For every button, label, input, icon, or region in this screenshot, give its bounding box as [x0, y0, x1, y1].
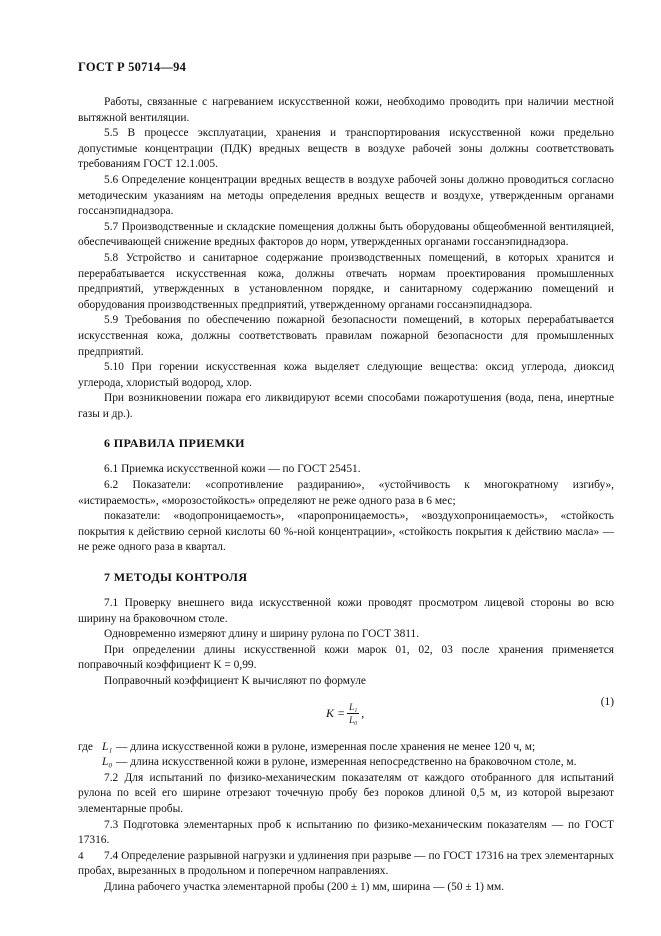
paragraph-5-9: 5.9 Требования по обеспечению пожарной безопасности помещений, в которых перерабатывается искусственная кожа, должны соответствовать правилам пожарной безопасности для промышленных предприятий.	[78, 314, 614, 358]
paragraph-5-5: 5.5 В процессе эксплуатации, хранения и транспортирования искусственной кожи предельно допустимые концентрации (ПДК) вредных веществ в воздухе рабочей зоны должны соответствовать требованиям ГОСТ 12.1.005.	[78, 127, 614, 171]
formula-block	[78, 696, 614, 736]
formula-denominator: L₀	[349, 714, 358, 725]
paragraph-ventilation: Работы, связанные с нагреванием искусственной кожи, необходимо проводить при наличии местной вытяжной вентиляции.	[78, 96, 614, 124]
section-7-title: 7 МЕТОДЫ КОНТРОЛЯ	[104, 570, 248, 585]
paragraph-7-3: 7.3 Подготовка элементарных проб к испытанию по физико-механическим показателям — по ГОСТ 17316.	[78, 818, 614, 847]
paragraph-6-1: 6.1 Приемка искусственной кожи — по ГОСТ 25451.	[104, 463, 361, 476]
paragraph-7-1: 7.1 Проверку внешнего вида искусственной кожи проводят просмотром лицевой стороны во всю ширину на браковочном столе.	[78, 597, 614, 625]
paragraph-6-2-cont: показатели: «водопроницаемость», «паропроницаемость», «воздухопроницаемость», «стойкость покрытия к действию серной кислоты 60 %-ной концентрации», «стойкость покрытия к действию масла» — не реже одного раза в квартал.	[78, 510, 614, 554]
section-6-title: 6 ПРАВИЛА ПРИЕМКИ	[104, 436, 245, 451]
formula-fraction	[347, 702, 359, 725]
paragraph-5-6: 5.6 Определение концентрации вредных веществ в воздухе рабочей зоны должно проводиться согласно методическим указаниям на методы определения вредных веществ и воздухе, утвержденным органами госсанэпиднадзора.	[78, 173, 614, 218]
where-symbol: L₁	[102, 740, 113, 753]
paragraph-7-1-coefficient: При определении длины искусственной кожи марок 01, 02, 03 после хранения применяется поправочный коэффициент K = 0,99.	[78, 643, 614, 672]
formula-numerator: L₁	[349, 701, 358, 712]
formula-number: (1)	[600, 695, 614, 708]
where-lead: где	[78, 740, 93, 753]
paragraph-7-2: 7.2 Для испытаний по физико-механическим показателям от каждого отобранного для испытаний рулона по всей его ширине отрезают точечную пробу без пороков длиной 0,5 м, из которой вырезают элементарные пробы.	[78, 771, 614, 815]
where-text: — длина искусственной кожи в рулоне, измеренная после хранения не менее 120 ч, м;	[116, 740, 536, 753]
paragraph-7-1-length: Одновременно измеряют длину и ширину рулона по ГОСТ 3811.	[104, 628, 420, 641]
formula-expression	[326, 702, 364, 725]
paragraph-7-4-dimensions: Длина рабочего участка элементарной пробы (200 ± 1) мм, ширина — (50 ± 1) мм.	[104, 880, 505, 893]
paragraph-7-4: 7.4 Определение разрывной нагрузки и удлинения при разрыве — по ГОСТ 17316 на трех элементарных пробах, вырезанных в продольном и поперечном направлениях.	[78, 849, 614, 878]
page-number: 4	[78, 850, 84, 862]
where-text: — длина искусственной кожи в рулоне, измеренная непосредственно на браковочном столе, м.	[116, 756, 577, 769]
document-header: ГОСТ Р 50714—94	[78, 60, 187, 74]
where-row-1	[78, 740, 614, 756]
formula-tail: ,	[361, 705, 365, 720]
paragraph-fire: При возникновении пожара его ликвидируют всеми способами пожаротушения (вода, пена, инертные газы и др.).	[78, 392, 614, 420]
paragraph-5-10: 5.10 При горении искусственная кожа выделяет следующие вещества: оксид углерода, диоксид углерода, хлористый водород, хлор.	[78, 361, 614, 389]
formula-lhs: K =	[326, 705, 346, 720]
document-page	[78, 60, 614, 896]
where-row-2	[78, 755, 614, 771]
where-symbol: L₀	[102, 756, 113, 769]
paragraph-formula-intro: Поправочный коэффициент K вычисляют по формуле	[104, 675, 366, 687]
paragraph-5-7: 5.7 Производственные и складские помещения должны быть оборудованы общеобменной вентиляцией, обеспечивающей снижение вредных факторов до норм, утвержденных органами госсанэпиднадзора.	[78, 220, 614, 249]
paragraph-5-8: 5.8 Устройство и санитарное содержание производственных помещений, в которых хранится и перерабатывается искусственная кожа, должны отвечать нормам проектирования промышленных предприятий, утвержденных в установленном порядке, и санитарному содержанию помещений и оборудования производственных предприятий, утвержденному органами госсанэпиднадзора.	[78, 251, 614, 311]
paragraph-6-2: 6.2 Показатели: «сопротивление раздиранию», «устойчивость к многократному изгибу», «истираемость», «морозостойкость» определяют не реже одного раза в 6 мес;	[78, 479, 614, 507]
